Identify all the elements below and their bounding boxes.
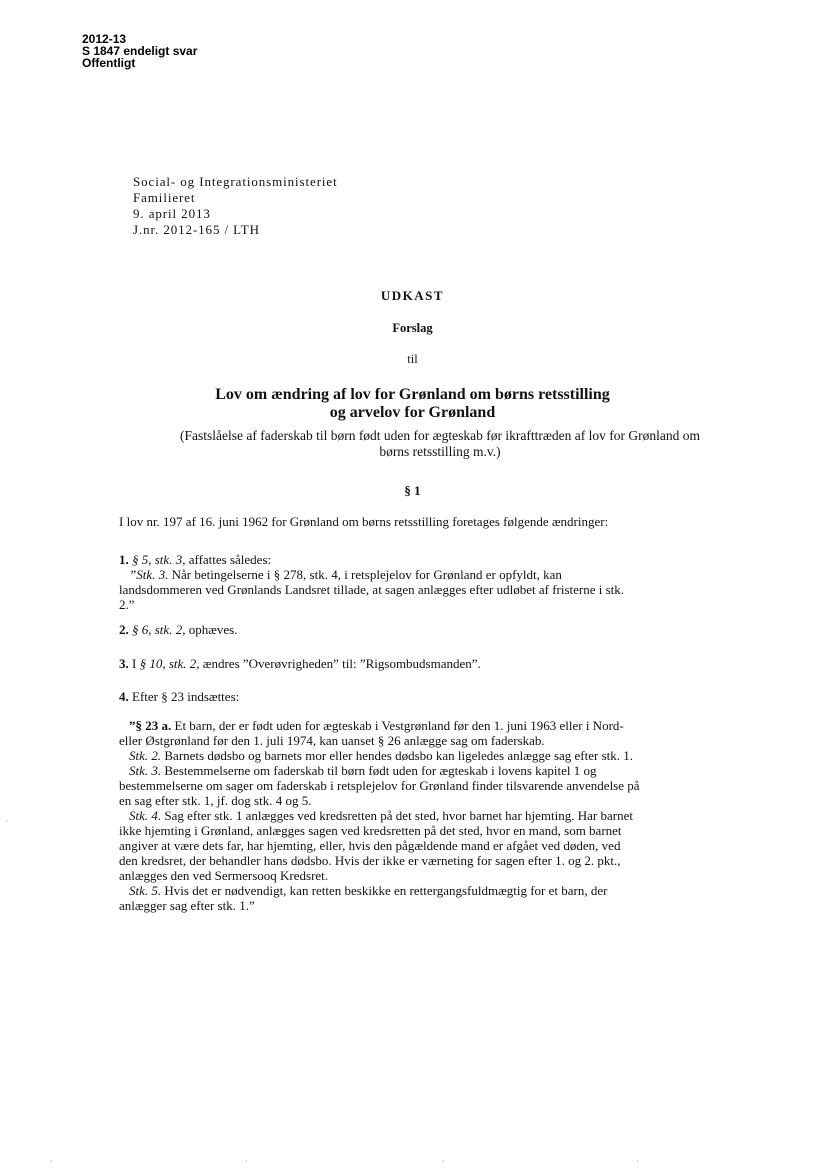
- stamp-session: 2012-13: [82, 32, 127, 46]
- amendment-text: ophæves.: [188, 622, 238, 637]
- law-subtitle: [120, 428, 760, 460]
- law-title: [0, 386, 825, 422]
- scan-speck: ·: [6, 817, 9, 826]
- section-heading: § 1: [404, 483, 421, 498]
- amendment-1: [119, 552, 709, 612]
- sender-journal-number: J.nr. 2012-165 / LTH: [133, 222, 260, 237]
- amendment-prefix: I: [132, 656, 137, 671]
- amendment-text: affattes således:: [188, 552, 272, 567]
- section-text: Hvis det er nødvendigt, kan retten beskikke en rettergangsfuldmægtig for et barn, der: [164, 883, 608, 898]
- quoted-text: Når betingelserne i § 278, stk. 4, i retsplejelov for Grønland er opfyldt, kan: [171, 567, 562, 582]
- stk-label: Stk. 3.: [129, 763, 162, 778]
- scan-speck: ·: [50, 1157, 53, 1166]
- section-text: ikke hjemting i Grønland, anlægges sagen ved kredsretten på det sted, hvor en mand, som barnet: [119, 823, 622, 838]
- sender-block: [133, 174, 338, 238]
- amendment-text: Efter § 23 indsættes:: [132, 689, 240, 704]
- section-text: eller Østgrønland før den 1. juli 1974, kan uanset § 26 anlægge sag om faderskab.: [119, 733, 545, 748]
- draft-heading: UDKAST: [380, 288, 445, 303]
- section-text: Barnets dødsbo og barnets mor eller hendes dødsbo kan ligeledes anlægge sag efter stk. 1.: [164, 748, 633, 763]
- quoted-text: 2.”: [119, 597, 135, 612]
- law-title-line: Lov om ændring af lov for Grønland om børns retsstilling: [215, 386, 610, 403]
- law-subtitle-line: (Fastslåelse af faderskab til børn født uden for ægteskab før ikrafttræden af lov for Grønland om: [180, 428, 700, 443]
- section-text: Et barn, der er født uden for ægteskab i Vestgrønland før den 1. juni 1963 eller i Nord-: [174, 718, 624, 733]
- stk-label: Stk. 5.: [129, 883, 162, 898]
- scan-speck: ·: [636, 1157, 639, 1166]
- quoted-stk-label: ”Stk. 3.: [129, 567, 169, 582]
- sender-ministry: Social- og Integrationsministeriet: [133, 174, 338, 189]
- to-heading: til: [407, 352, 418, 366]
- section-text: anlægges den ved Sermersooq Kredsret.: [119, 868, 329, 883]
- proposal-heading: Forslag: [392, 321, 433, 335]
- sender-date: 9. april 2013: [133, 206, 211, 221]
- amendment-number: 1.: [119, 552, 129, 567]
- amendment-reference: § 6, stk. 2,: [132, 622, 186, 637]
- amendment-text: ændres ”Overøvrigheden” til: ”Rigsombudsmanden”.: [202, 656, 481, 671]
- section-text: en sag efter stk. 1, jf. dog stk. 4 og 5.: [119, 793, 312, 808]
- amendment-reference: § 10, stk. 2,: [139, 656, 200, 671]
- amendment-number: 2.: [119, 622, 129, 637]
- section-text: den kredsret, der behandler hans dødsbo. Hvis der ikke er værneting for sagen efter 1. og 2. pkt.,: [119, 853, 621, 868]
- quoted-text: landsdommeren ved Grønlands Landsret tillade, at sagen anlægges efter udløbet af fristerne i stk.: [119, 582, 625, 597]
- amendment-number: 4.: [119, 689, 129, 704]
- stk-label: Stk. 4.: [129, 808, 162, 823]
- amendment-2: [119, 622, 709, 637]
- section-text: angiver at være dets far, har hjemting, eller, hvis den pågældende mand er afgået ved døden, ved: [119, 838, 621, 853]
- amendment-reference: § 5, stk. 3,: [132, 552, 186, 567]
- scan-speck: ·: [245, 1157, 248, 1166]
- amendment-number: 3.: [119, 656, 129, 671]
- amendment-3: [119, 656, 709, 671]
- document-stamp: [82, 33, 197, 69]
- intro-paragraph: I lov nr. 197 af 16. juni 1962 for Grønland om børns retsstilling foretages følgende ændringer:: [119, 514, 609, 529]
- section-text: Bestemmelserne om faderskab til børn født uden for ægteskab i lovens kapitel 1 og: [164, 763, 597, 778]
- section-text: bestemmelserne om sager om faderskab i retsplejelov for Grønland finder tilsvarende anvendelse på: [119, 778, 640, 793]
- stk-label: Stk. 2.: [129, 748, 162, 763]
- sender-office: Familieret: [133, 190, 196, 205]
- stamp-visibility: Offentligt: [82, 56, 136, 70]
- amendment-4: [119, 689, 709, 704]
- law-title-line: og arvelov for Grønland: [329, 404, 496, 421]
- new-section-23a: [119, 718, 709, 913]
- section-23a-heading: ”§ 23 a.: [129, 718, 172, 733]
- stamp-question-number: S 1847 endeligt svar: [82, 44, 198, 58]
- law-subtitle-line: børns retsstilling m.v.): [379, 444, 501, 459]
- scan-speck: ·: [442, 1157, 445, 1166]
- section-text: Sag efter stk. 1 anlægges ved kredsretten på det sted, hvor barnet har hjemting. Har barnet: [164, 808, 633, 823]
- section-text: anlægger sag efter stk. 1.”: [119, 898, 255, 913]
